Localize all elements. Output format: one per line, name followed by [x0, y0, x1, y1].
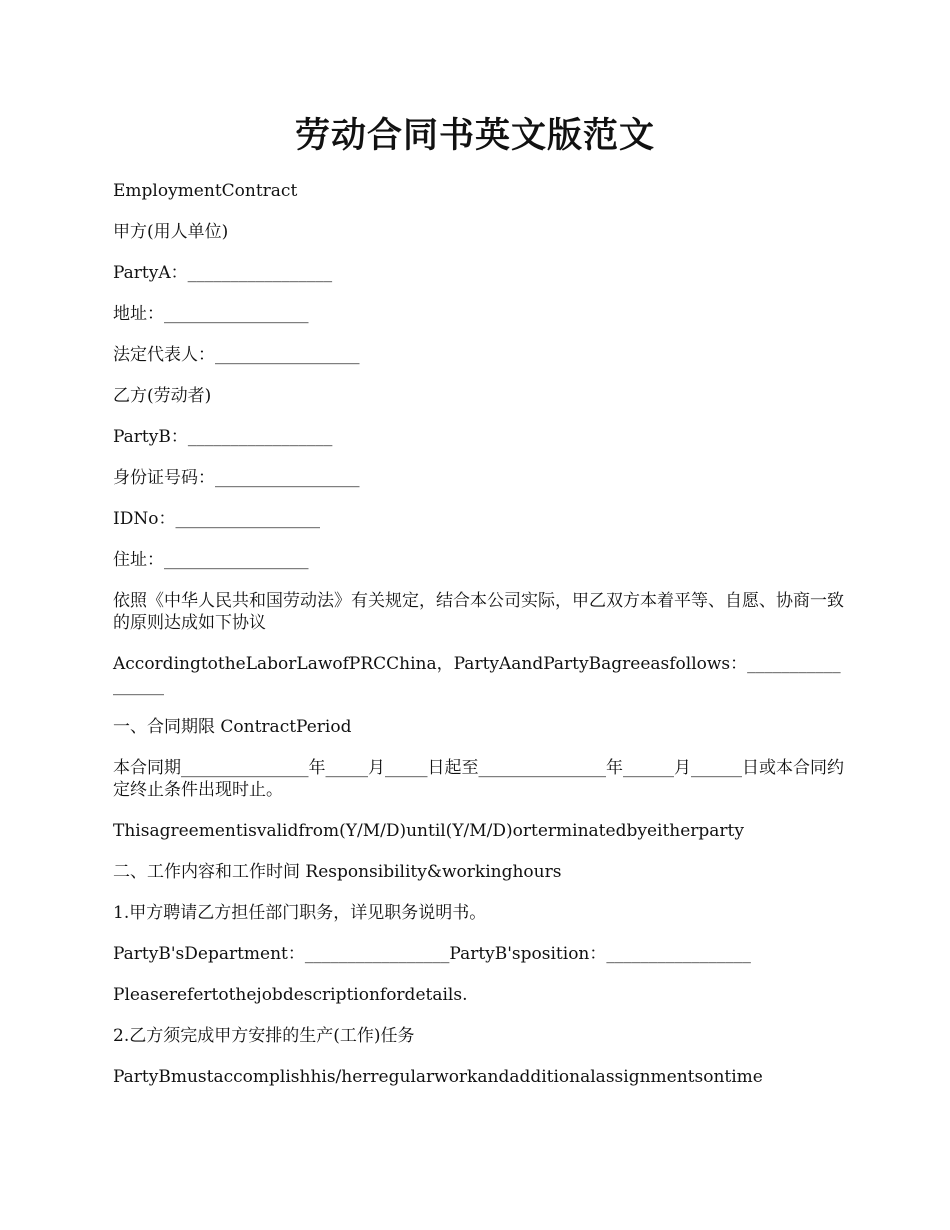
paragraph-department-position-en: PartyB'sDepartment：_________________PartyB'sposition：_________________	[113, 944, 751, 964]
paragraph-party-a-heading: 甲方(用人单位)	[113, 222, 229, 242]
paragraph-tasks-cn: 2.乙方须完成甲方安排的生产(工作)任务	[113, 1026, 415, 1046]
paragraph-residence-field: 住址：_________________	[113, 550, 309, 570]
paragraph-position-cn: 1.甲方聘请乙方担任部门职务，详见职务说明书。	[113, 903, 487, 923]
section-heading-contract-period: 一、合同期限 ContractPeriod	[113, 717, 352, 737]
paragraph-id-number-cn-field: 身份证号码：_________________	[113, 468, 360, 488]
paragraph-party-b-heading: 乙方(劳动者)	[113, 386, 212, 406]
paragraph-id-number-en-field: IDNo：_________________	[113, 509, 320, 529]
paragraph-job-description-en: Pleaserefertothejobdescriptionfordetails.	[113, 985, 468, 1005]
paragraph-preamble-cn: 依照《中华人民共和国劳动法》有关规定，结合本公司实际，甲乙双方本着平等、自愿、协商一致的原则达成如下协议	[113, 591, 844, 633]
document-title: 劳动合同书英文版范文	[294, 115, 655, 156]
paragraph-tasks-en: PartyBmustaccomplishhis/herregularworkandadditionalassignmentsontime	[113, 1067, 763, 1087]
section-heading-responsibility: 二、工作内容和工作时间 Responsibility&workinghours	[113, 862, 562, 882]
paragraph-contract-term-en: Thisagreementisvalidfrom(Y/M/D)until(Y/M/D)orterminatedbyeitherparty	[113, 821, 744, 841]
document-body	[113, 180, 848, 1107]
paragraph-employment-contract: EmploymentContract	[113, 181, 298, 201]
paragraph-contract-term-cn: 本合同期_______________年_____月_____日起至_______________年______月______日或本合同约定终止条件出现时止。	[113, 758, 844, 800]
paragraph-preamble-en: AccordingtotheLaborLawofPRCChina，PartyAandPartyBagreeasfollows：_________________	[113, 654, 841, 696]
paragraph-address-field: 地址：_________________	[113, 304, 309, 324]
paragraph-party-a-field: PartyA：_________________	[113, 263, 333, 283]
paragraph-legal-rep-field: 法定代表人：_________________	[113, 345, 360, 365]
paragraph-party-b-field: PartyB：_________________	[113, 427, 333, 447]
